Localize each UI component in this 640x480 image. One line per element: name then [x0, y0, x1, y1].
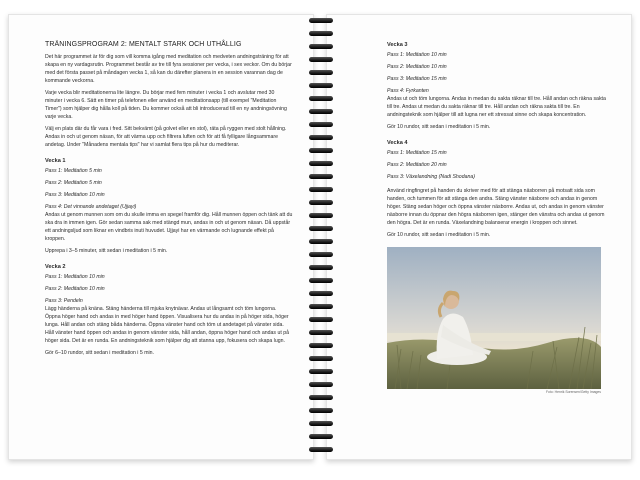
week-2-session-2: Pass 2: Meditation 10 min	[45, 286, 105, 292]
week-3-section	[387, 41, 611, 131]
week-4-repeat: Gör 10 rundor, sitt sedan i meditation i 5 min.	[387, 232, 491, 238]
binding-ring	[309, 239, 333, 244]
binding-ring	[309, 369, 333, 374]
week-2-section	[45, 263, 293, 357]
spiral-binding	[309, 18, 333, 458]
binding-ring	[309, 96, 333, 101]
week-1-repeat: Upprepa i 3–5 minuter, sitt sedan i meditation i 5 min.	[45, 248, 168, 254]
week-3-session-2: Pass 2: Meditation 10 min	[387, 64, 447, 70]
binding-ring	[309, 343, 333, 348]
week-1-session-3: Pass 3: Meditation 10 min	[45, 192, 105, 198]
binding-ring	[309, 187, 333, 192]
week-2-session-3: Pass 3: Pendeln	[45, 298, 83, 304]
binding-ring	[309, 356, 333, 361]
binding-ring	[309, 226, 333, 231]
week-1-session-2: Pass 2: Meditation 5 min	[45, 180, 102, 186]
binding-ring	[309, 18, 333, 23]
binding-ring	[309, 395, 333, 400]
binding-ring	[309, 304, 333, 309]
week-1-title: Vecka 1	[45, 158, 66, 164]
week-4-session-2: Pass 2: Meditation 20 min	[387, 162, 447, 168]
binding-ring	[309, 447, 333, 452]
binding-ring	[309, 83, 333, 88]
binding-ring	[309, 44, 333, 49]
binding-ring	[309, 174, 333, 179]
week-3-session-1: Pass 1: Meditation 10 min	[387, 52, 447, 58]
binding-ring	[309, 70, 333, 75]
week-3-repeat: Gör 10 rundor, sitt sedan i meditation i 5 min.	[387, 124, 491, 130]
binding-ring	[309, 31, 333, 36]
photo-illustration	[387, 247, 601, 389]
binding-ring	[309, 200, 333, 205]
photo-credit: Foto: Henrik Sorensen/Getty Images	[545, 390, 601, 394]
week-2-exercise-text: Lägg händerna på knäna. Stäng händerna till mjuka knytnävar. Andas ut långsamt och töm lungorna. Öppna höger hand och andas in med höger hand öppen. Visualisera hur du andas in på höger sida, höger lunga. Håll andan och stäng båda händerna. Öppna vänster hand och töm ut andetaget på vänster sida. Håll vänster hand öppen och andas in genom vänster sida, håll andan, öppna höger hand och andas ut på höger sida. Det är en runda. En andningsteknik som hjälper dig att stanna upp, fokusera och skapa lugn.	[45, 306, 289, 344]
week-2-title: Vecka 2	[45, 264, 66, 270]
binding-ring	[309, 57, 333, 62]
week-1-session-1: Pass 1: Meditation 5 min	[45, 168, 102, 174]
week-4-session-3: Pass 3: Växelandning (Nadi Shodana)	[387, 174, 475, 180]
binding-ring	[309, 317, 333, 322]
week-3-title: Vecka 3	[387, 42, 408, 48]
binding-ring	[309, 434, 333, 439]
week-3-session-4: Pass 4: Fyrkanten	[387, 88, 429, 94]
binding-ring	[309, 161, 333, 166]
week-2-repeat: Gör 6–10 rundor, sitt sedan i meditation i 5 min.	[45, 350, 154, 356]
binding-ring	[309, 278, 333, 283]
week-4-section	[387, 139, 611, 239]
binding-ring	[309, 421, 333, 426]
week-3-session-3: Pass 3: Meditation 15 min	[387, 76, 447, 82]
week-2-session-1: Pass 1: Meditation 10 min	[45, 274, 105, 280]
left-page	[8, 14, 314, 460]
program-heading: TRÄNINGSPROGRAM 2: MENTALT STARK OCH UTHÅLLIG	[45, 41, 242, 48]
week-4-session-1: Pass 1: Meditation 15 min	[387, 150, 447, 156]
binding-ring	[309, 382, 333, 387]
binding-ring	[309, 408, 333, 413]
binding-ring	[309, 109, 333, 114]
binding-ring	[309, 330, 333, 335]
week-1-session-4: Pass 4: Det vinnande andetaget (Ujjayi)	[45, 204, 137, 210]
meditating-woman-photo	[387, 247, 601, 389]
week-4-exercise-text: Använd ringfingret på handen du skriver med för att stänga näsborren på motsatt sida som handen, och tummen för att stänga den andra. Stäng vänster näsborre och andas in genom höger. Stäng sedan höger och öppna vänster näsborre. Andas ut, och andas in genom vänster näsborre innan du öppnar den högra näsborren igen, stänger den vänstra och andas ut genom den högra. Det är en runda. Växelandning balanserar energin i kroppen och sinnet.	[387, 188, 605, 226]
binding-ring	[309, 135, 333, 140]
binding-ring	[309, 122, 333, 127]
week-1-section	[45, 157, 293, 255]
binding-ring	[309, 291, 333, 296]
week-4-title: Vecka 4	[387, 140, 408, 146]
binding-ring	[309, 252, 333, 257]
intro-paragraph-3: Välj en plats där du får vara i fred. Sitt bekvämt (på golvet eller en stol), räta på ryggen med stolt hållning. Andas in och ut genom näsan, för att värma upp och filtrera luften och för att få fylligare långsammare andetag. Under "Månadens mentala tips" har vi samlat flera tips på hur du mediterar.	[45, 126, 287, 148]
intro-paragraph-1: Det här programmet är för dig som vill komma igång med meditation och medveten andningsträning för att skapa en ny vardagsrutin. Programmet består av tre till fyra sessioner per vecka, i sex veckor. Om du börjar med det första passet på måndagen vecka 1, så kan du därefter planera in en session varannan dag de kommande veckorna.	[45, 54, 292, 84]
week-1-exercise-text: Andas ut genom munnen som om du skulle imma en spegel framför dig. Håll munnen öppen och tänk att du ska dra in immen igen. Gör sedan samma sak med stängd mun, andas in och ut genom näsan. Då uppstår ett andningsljud som liknar en vindbris inuti huvudet. Ujjayi har en värmande och lugnande effekt på kroppen.	[45, 212, 293, 242]
binding-ring	[309, 148, 333, 153]
binding-ring	[309, 265, 333, 270]
intro-paragraph-2: Varje vecka blir meditationerna lite längre. Du börjar med fem minuter i vecka 1 och avslutar med 30 minuter i vecka 6. Sätt en timer på telefonen eller använd en meditationsapp (till exempel "Meditation Timer") som hjälper dig hålla koll på tiden. Du kommer också att bli introducerad till en ny andningsövning varje vecka.	[45, 90, 287, 120]
week-3-exercise-text: Andas ut och töm lungorna. Andas in medan du sakta räknar till tre. Håll andan och räkna sakta till tre. Andas ut medan du sakta räknar till tre. Håll andan och räkna sakta till tre. En andningsteknik som hjälper till att lugna ner ett stressat sinne och skapa koncentration.	[387, 96, 606, 118]
binding-ring	[309, 213, 333, 218]
right-page	[326, 14, 632, 460]
